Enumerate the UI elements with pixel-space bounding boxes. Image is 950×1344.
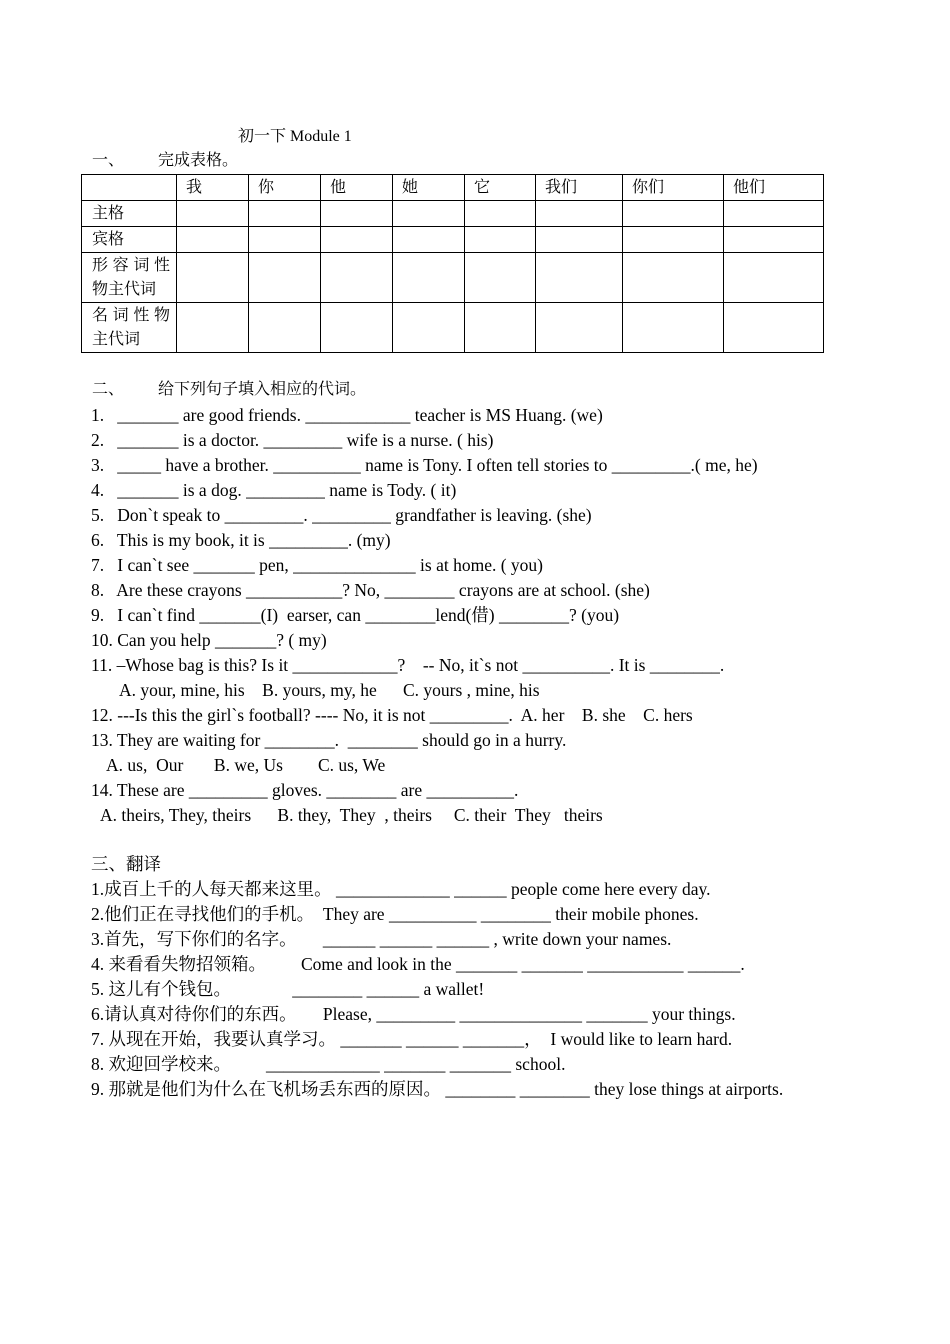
answer-cell[interactable]	[536, 201, 623, 227]
row-label-line: 主代词	[92, 330, 141, 348]
table-header-cell: 你们	[623, 175, 724, 201]
answer-cell[interactable]	[321, 303, 393, 353]
answer-options: A. us, Our B. we, Us C. us, We	[106, 755, 386, 775]
table-header-cell	[82, 175, 177, 201]
question-line: 12. ---Is this the girl`s football? ---- No, it is not _________. A. her B. she C. hers	[91, 705, 693, 725]
answer-cell[interactable]	[177, 227, 249, 253]
question-line: 8. Are these crayons ___________? No, ________ crayons are at school. (she)	[91, 580, 650, 600]
answer-cell[interactable]	[724, 253, 824, 303]
table-header-cell: 我	[177, 175, 249, 201]
answer-cell[interactable]	[393, 303, 465, 353]
question-line: 14. These are _________ gloves. ________ are __________.	[91, 780, 519, 800]
answer-cell[interactable]	[393, 201, 465, 227]
pronoun-table	[81, 174, 824, 353]
row-label-line: 物主代词	[92, 280, 157, 298]
answer-cell[interactable]	[465, 201, 536, 227]
answer-cell[interactable]	[623, 227, 724, 253]
table-header-cell: 他	[321, 175, 393, 201]
row-label: 主格	[82, 201, 177, 227]
translation-line: 6.请认真对待你们的东西。 Please, _________ ______________ _______ your things.	[91, 1004, 736, 1024]
answer-cell[interactable]	[249, 201, 321, 227]
answer-cell[interactable]	[249, 253, 321, 303]
section1-title: 完成表格。	[158, 152, 239, 169]
answer-cell[interactable]	[724, 227, 824, 253]
translation-line: 8. 欢迎回学校来。 _____________ _______ _______ school.	[91, 1054, 566, 1074]
translation-line: 2.他们正在寻找他们的手机。 They are __________ ________ their mobile phones.	[91, 904, 699, 924]
answer-cell[interactable]	[623, 201, 724, 227]
answer-cell[interactable]	[536, 253, 623, 303]
answer-cell[interactable]	[249, 303, 321, 353]
table-header-cell: 他们	[724, 175, 824, 201]
question-line: 10. Can you help _______? ( my)	[91, 630, 327, 650]
translation-line: 4. 来看看失物招领箱。 Come and look in the _______ _______ ___________ ______.	[91, 954, 745, 974]
table-header-cell: 我们	[536, 175, 623, 201]
table-row	[82, 201, 824, 227]
translation-line: 5. 这儿有个钱包。 ________ ______ a wallet!	[91, 979, 485, 999]
answer-cell[interactable]	[177, 201, 249, 227]
answer-cell[interactable]	[321, 227, 393, 253]
answer-cell[interactable]	[536, 227, 623, 253]
page-title: 初一下 Module 1	[238, 128, 352, 145]
question-line: 6. This is my book, it is _________. (my)	[91, 530, 391, 550]
row-label: 宾格	[82, 227, 177, 253]
answer-cell[interactable]	[724, 201, 824, 227]
answer-cell[interactable]	[724, 303, 824, 353]
section2-title: 给下列句子填入相应的代词。	[158, 381, 367, 398]
question-line: 11. –Whose bag is this? Is it ____________? -- No, it`s not __________. It is ________.	[91, 655, 725, 675]
answer-options: A. theirs, They, theirs B. they, They , theirs C. their They theirs	[100, 805, 603, 825]
translation-line: 1.成百上千的人每天都来这里。 _____________ ______ people come here every day.	[91, 879, 711, 899]
table-header-row	[82, 175, 824, 201]
question-line: 2. _______ is a doctor. _________ wife is a nurse. ( his)	[91, 430, 494, 450]
question-line: 3. _____ have a brother. __________ name is Tony. I often tell stories to _________.( me, he)	[91, 455, 758, 475]
translation-line: 9. 那就是他们为什么在飞机场丢东西的原因。 ________ ________ they lose things at airports.	[91, 1079, 784, 1099]
answer-cell[interactable]	[393, 227, 465, 253]
answer-cell[interactable]	[465, 227, 536, 253]
row-label	[82, 253, 177, 303]
translation-line: 3.首先，写下你们的名字。 ______ ______ ______ , write down your names.	[91, 929, 672, 949]
row-label	[82, 303, 177, 353]
table-row	[82, 303, 824, 353]
question-line: 1. _______ are good friends. ____________ teacher is MS Huang. (we)	[91, 405, 603, 425]
section1-number: 一、	[92, 152, 125, 169]
answer-cell[interactable]	[321, 253, 393, 303]
answer-cell[interactable]	[465, 303, 536, 353]
table-header-cell: 你	[249, 175, 321, 201]
answer-cell[interactable]	[623, 303, 724, 353]
answer-cell[interactable]	[321, 201, 393, 227]
table-header-cell: 它	[465, 175, 536, 201]
section3-heading: 三、翻译	[91, 854, 161, 874]
section1-heading	[92, 151, 238, 171]
answer-cell[interactable]	[536, 303, 623, 353]
row-label-line: 名 词 性 物	[92, 306, 170, 324]
row-label-line: 形 容 词 性	[92, 256, 170, 274]
answer-cell[interactable]	[623, 253, 724, 303]
answer-options: A. your, mine, his B. yours, my, he C. yours , mine, his	[119, 680, 540, 700]
table-header-cell: 她	[393, 175, 465, 201]
section2-heading	[92, 380, 366, 400]
question-line: 7. I can`t see _______ pen, ______________ is at home. ( you)	[91, 555, 544, 575]
question-line: 5. Don`t speak to _________. _________ grandfather is leaving. (she)	[91, 505, 592, 525]
answer-cell[interactable]	[177, 253, 249, 303]
answer-cell[interactable]	[393, 253, 465, 303]
answer-cell[interactable]	[249, 227, 321, 253]
table-row	[82, 227, 824, 253]
translation-line: 7. 从现在开始，我要认真学习。 _______ ______ _______， I would like to learn hard.	[91, 1029, 733, 1049]
table-row	[82, 253, 824, 303]
answer-cell[interactable]	[177, 303, 249, 353]
section2-number: 二、	[92, 381, 125, 398]
question-line: 13. They are waiting for ________. ________ should go in a hurry.	[91, 730, 567, 750]
question-line: 9. I can`t find _______(I) earser, can ________lend(借) ________? (you)	[91, 605, 620, 625]
answer-cell[interactable]	[465, 253, 536, 303]
question-line: 4. _______ is a dog. _________ name is Tody. ( it)	[91, 480, 457, 500]
